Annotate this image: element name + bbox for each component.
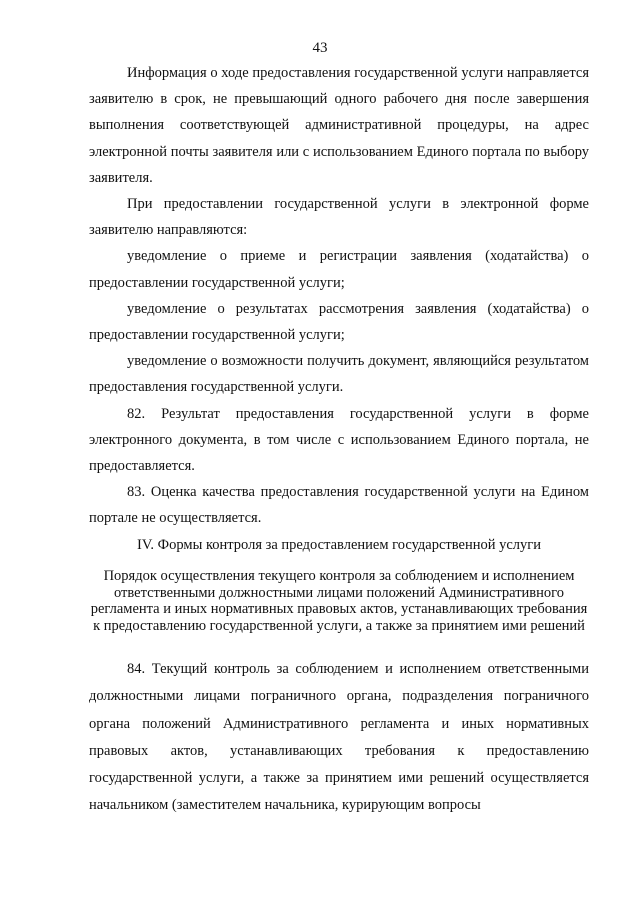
paragraph-info-notification: Информация о ходе предоставления государственной услуги направляется заявителю в срок, не превышающий одного рабочего дня после завершения выполнения соответствующей административной процедуры, на адрес электронной почты заявителя или с использованием Единого портала по выбору заявителя. [89,65,589,186]
paragraph-notice-possibility: уведомление о возможности получить документ, являющийся результатом предоставления государственной услуги. [89,353,589,396]
paragraph-notice-receipt: уведомление о приеме и регистрации заявления (ходатайства) о предоставлении государственной услуги; [89,248,589,291]
paragraph-electronic-form: При предоставлении государственной услуги в электронной форме заявителю направляются: [89,196,589,239]
body-text-lower [89,656,589,820]
body-text-upper [89,60,589,532]
paragraph-82: 82. Результат предоставления государственной услуги в форме электронного документа, в том числе с использованием Единого портала, не предоставляется. [89,405,589,475]
section-heading: IV. Формы контроля за предоставлением государственной услуги [137,537,541,553]
paragraph-84: 84. Текущий контроль за соблюдением и исполнением ответственными должностными лицами пограничного органа, подразделения пограничного органа положений Административного регламента и иных нормативных правовых актов, устанавливающих требования к предоставлению государственной услуги, а также за принятием ими решений осуществляется начальником (заместителем начальника, курирующим вопросы [89,661,589,814]
paragraph-notice-results: уведомление о результатах рассмотрения заявления (ходатайства) о предоставлении государственной услуги; [89,300,589,344]
subheading: Порядок осуществления текущего контроля за соблюдением и исполнением ответственными должностными лицами положений Административного регламента и иных нормативных правовых актов, устанавливающих требования к предоставлению государственной услуги, а также за принятием ими решений [90,568,588,634]
page-number: 43 [312,40,328,56]
paragraph-83: 83. Оценка качества предоставления государственной услуги на Едином портале не осуществляется. [89,484,589,527]
